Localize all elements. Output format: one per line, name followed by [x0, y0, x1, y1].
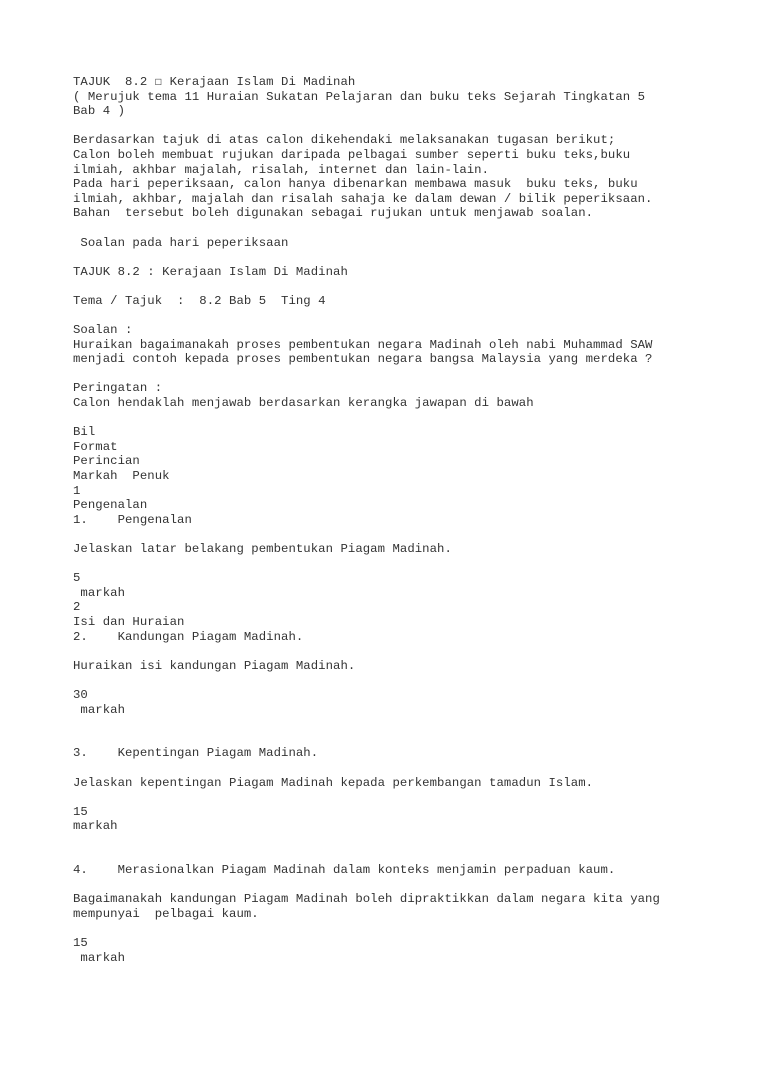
- text-line: markah: [73, 950, 126, 965]
- text-line: markah: [73, 819, 118, 834]
- blank-line: [73, 834, 733, 849]
- blank-line: [73, 279, 733, 294]
- text-line: Huraikan bagaimanakah proses pembentukan negara Madinah oleh nabi Muhammad SAW: [73, 337, 653, 352]
- text-line: Format: [73, 439, 118, 454]
- text-line: Calon boleh membuat rujukan daripada pelbagai sumber seperti buku teks,buku: [73, 147, 631, 162]
- blank-line: [73, 921, 733, 936]
- document-page: [73, 75, 733, 965]
- text-line: Markah Penuk: [73, 469, 170, 484]
- text-line: 1: [73, 483, 81, 498]
- text-line: Huraikan isi kandungan Piagam Madinah.: [73, 658, 356, 673]
- blank-line: [73, 878, 733, 893]
- text-line: Perincian: [73, 454, 140, 469]
- blank-line: [73, 717, 733, 732]
- blank-line: [73, 790, 733, 805]
- text-line: Bahan tersebut boleh digunakan sebagai rujukan untuk menjawab soalan.: [73, 206, 594, 221]
- text-line: 30: [73, 687, 88, 702]
- blank-line: [73, 673, 733, 688]
- blank-line: [73, 309, 733, 324]
- text-line: 4. Merasionalkan Piagam Madinah dalam konteks menjamin perpaduan kaum.: [73, 863, 616, 878]
- text-line: Soalan pada hari peperiksaan: [73, 235, 289, 250]
- text-line: 5: [73, 571, 81, 586]
- text-line: Calon hendaklah menjawab berdasarkan kerangka jawapan di bawah: [73, 396, 534, 411]
- blank-line: [73, 221, 733, 236]
- blank-line: [73, 527, 733, 542]
- text-line: markah: [73, 702, 126, 717]
- text-line: 2: [73, 600, 81, 615]
- text-line: 3. Kepentingan Piagam Madinah.: [73, 746, 319, 761]
- text-line: ilmiah, akhbar majalah, risalah, internet dan lain-lain.: [73, 162, 490, 177]
- text-line: menjadi contoh kepada proses pembentukan negara bangsa Malaysia yang merdeka ?: [73, 352, 653, 367]
- text-line: Bagaimanakah kandungan Piagam Madinah boleh dipraktikkan dalam negara kita yang: [73, 892, 660, 907]
- blank-line: [73, 367, 733, 382]
- blank-line: [73, 557, 733, 572]
- text-line: Tema / Tajuk : 8.2 Bab 5 Ting 4: [73, 293, 326, 308]
- text-line: Pengenalan: [73, 498, 148, 513]
- text-line: Bab 4 ): [73, 104, 126, 119]
- text-line: Jelaskan latar belakang pembentukan Piagam Madinah.: [73, 542, 452, 556]
- text-line: Isi dan Huraian: [73, 614, 185, 629]
- text-line: ( Merujuk tema 11 Huraian Sukatan Pelajaran dan buku teks Sejarah Tingkatan 5: [73, 89, 646, 104]
- text-line: Peringatan :: [73, 381, 163, 396]
- text-line: 15: [73, 804, 88, 819]
- text-line: 1. Pengenalan: [73, 512, 192, 527]
- blank-line: [73, 119, 733, 134]
- text-line: Jelaskan kepentingan Piagam Madinah kepada perkembangan tamadun Islam.: [73, 775, 594, 790]
- text-line: Berdasarkan tajuk di atas calon dikehendaki melaksanakan tugasan berikut;: [73, 133, 616, 148]
- text-line: mempunyai pelbagai kaum.: [73, 906, 259, 921]
- text-line: markah: [73, 585, 126, 600]
- text-line: 15: [73, 936, 88, 951]
- text-line: Pada hari peperiksaan, calon hanya dibenarkan membawa masuk buku teks, buku: [73, 177, 638, 192]
- text-line: TAJUK 8.2 : Kerajaan Islam Di Madinah: [73, 264, 348, 279]
- text-line: Soalan :: [73, 323, 133, 338]
- blank-line: [73, 644, 733, 659]
- blank-line: [73, 411, 733, 426]
- blank-line: [73, 250, 733, 265]
- blank-line: [73, 848, 733, 863]
- text-line: 2. Kandungan Piagam Madinah.: [73, 629, 304, 644]
- blank-line: [73, 732, 733, 747]
- text-line: Bil: [73, 425, 96, 440]
- text-line: TAJUK 8.2 ☐ Kerajaan Islam Di Madinah: [73, 75, 356, 89]
- text-line: ilmiah, akhbar, majalah dan risalah sahaja ke dalam dewan / bilik peperiksaan.: [73, 191, 653, 206]
- blank-line: [73, 761, 733, 776]
